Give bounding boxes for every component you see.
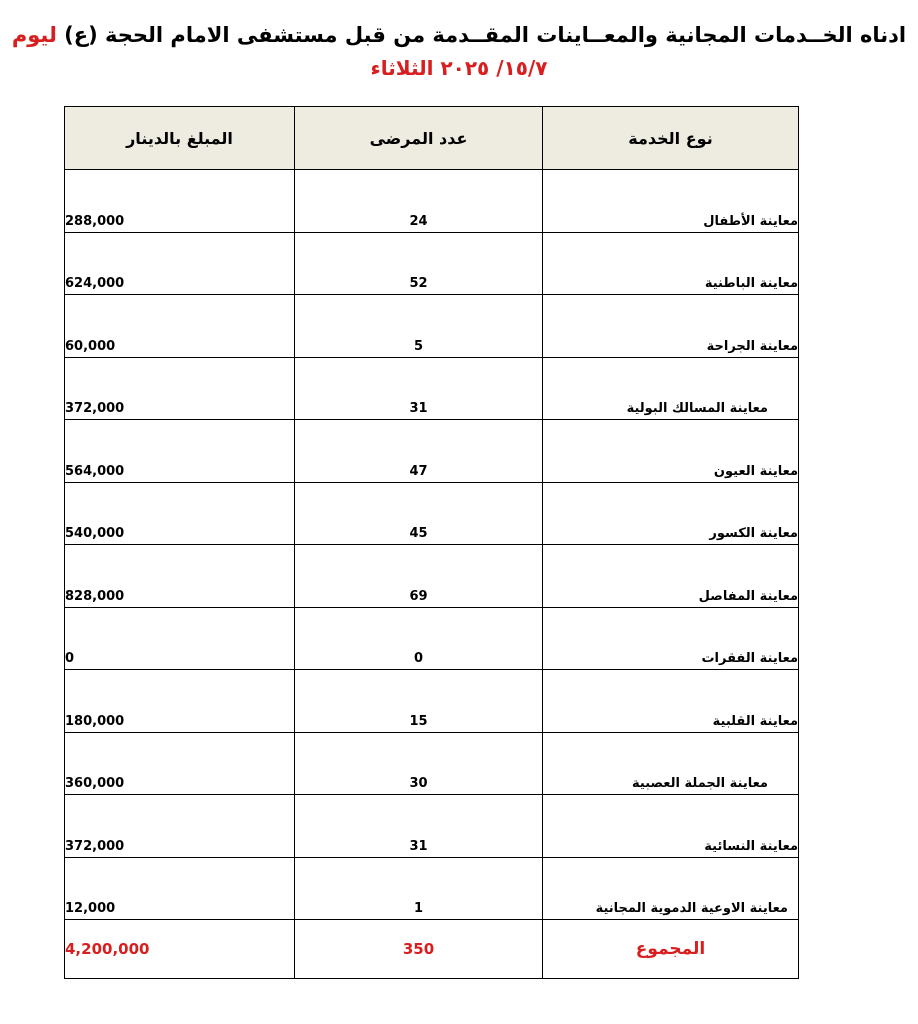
table-row (65, 482, 799, 545)
service-cell: معاينة الأطفال (543, 170, 799, 233)
service-cell: معاينة المفاصل (543, 545, 799, 608)
count-cell: 24 (295, 170, 543, 233)
service-cell: معاينة الاوعية الدموية المجانية (543, 857, 799, 920)
header-count: عدد المرضى (295, 107, 543, 170)
service-cell: معاينة الباطنية (543, 232, 799, 295)
count-cell: 30 (295, 732, 543, 795)
amount-cell: 60,000 (65, 295, 295, 358)
table-row (65, 420, 799, 483)
count-cell: 1 (295, 857, 543, 920)
table-row (65, 670, 799, 733)
count-cell: 31 (295, 795, 543, 858)
title-date: ١٥/٧/ ٢٠٢٥ الثلاثاء (370, 56, 548, 80)
total-label: المجموع (543, 920, 799, 979)
amount-cell: 624,000 (65, 232, 295, 295)
total-row (65, 920, 799, 979)
table-row (65, 232, 799, 295)
service-cell: معاينة الجملة العصبية (543, 732, 799, 795)
count-cell: 45 (295, 482, 543, 545)
amount-cell: 372,000 (65, 357, 295, 420)
amount-cell: 12,000 (65, 857, 295, 920)
amount-cell: 372,000 (65, 795, 295, 858)
service-cell: معاينة المسالك البولية (543, 357, 799, 420)
header-amount: المبلغ بالدينار (65, 107, 295, 170)
count-cell: 31 (295, 357, 543, 420)
table-row (65, 795, 799, 858)
amount-cell: 564,000 (65, 420, 295, 483)
count-cell: 47 (295, 420, 543, 483)
count-cell: 69 (295, 545, 543, 608)
header-service: نوع الخدمة (543, 107, 799, 170)
table-row (65, 545, 799, 608)
service-cell: معاينة النسائية (543, 795, 799, 858)
count-cell: 52 (295, 232, 543, 295)
service-cell: معاينة الجراحة (543, 295, 799, 358)
title-day-word: ليوم (11, 23, 57, 47)
table-row (65, 857, 799, 920)
table-row (65, 357, 799, 420)
table-row (65, 170, 799, 233)
amount-cell: 0 (65, 607, 295, 670)
table-header-row (65, 107, 799, 170)
service-cell: معاينة الكسور (543, 482, 799, 545)
total-amount: 4,200,000 (65, 920, 295, 979)
amount-cell: 540,000 (65, 482, 295, 545)
amount-cell: 828,000 (65, 545, 295, 608)
title-line-1 (0, 18, 918, 52)
table-row (65, 607, 799, 670)
count-cell: 15 (295, 670, 543, 733)
count-cell: 5 (295, 295, 543, 358)
total-count: 350 (295, 920, 543, 979)
table-row (65, 732, 799, 795)
service-cell: معاينة الفقرات (543, 607, 799, 670)
table-row (65, 295, 799, 358)
services-table (64, 106, 799, 979)
service-cell: معاينة العيون (543, 420, 799, 483)
report-title (0, 18, 918, 84)
amount-cell: 180,000 (65, 670, 295, 733)
service-cell: معاينة القلبية (543, 670, 799, 733)
amount-cell: 288,000 (65, 170, 295, 233)
amount-cell: 360,000 (65, 732, 295, 795)
title-main-text: ادناه الخــدمات المجانية والمعــاينات المقــدمة من قبل مستشفى الامام الحجة (ع) (64, 23, 907, 47)
count-cell: 0 (295, 607, 543, 670)
